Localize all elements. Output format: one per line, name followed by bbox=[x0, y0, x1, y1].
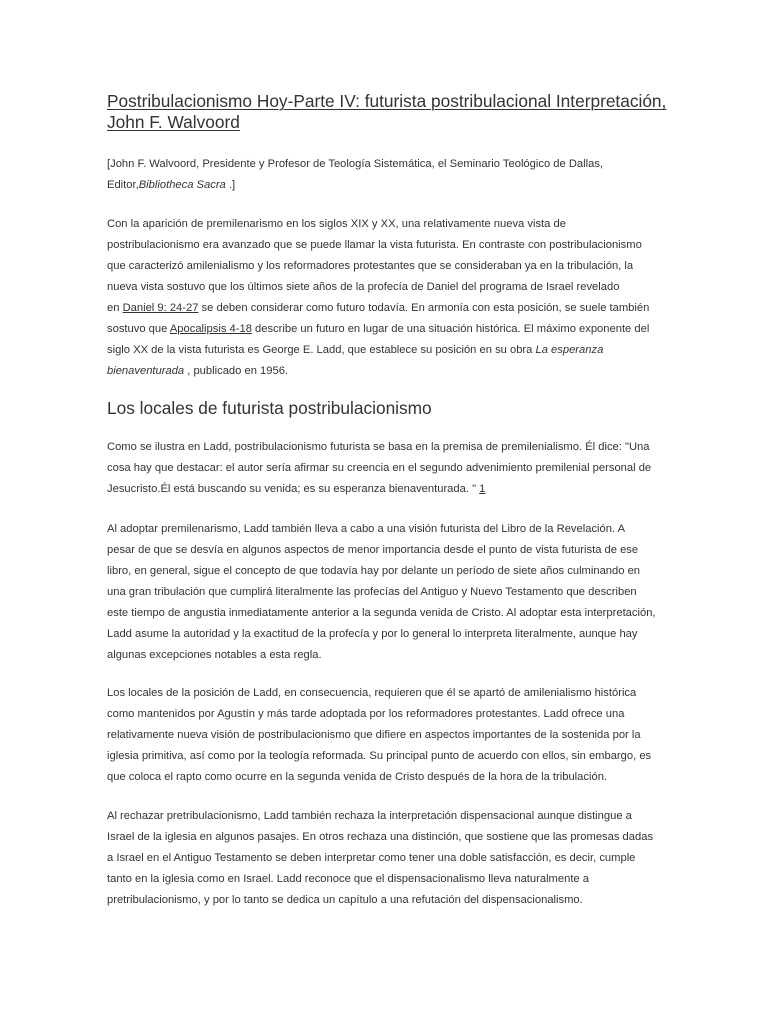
text-span: se deben considerar como futuro todavía. En armonía con esta posición, se suele también bbox=[198, 302, 650, 314]
byline-prefix: Editor, bbox=[107, 179, 139, 191]
text-line: tanto en la iglesia como en Israel. Ladd reconoce que el dispensacionalismo lleva naturalmente a bbox=[107, 873, 589, 885]
text-line: Con la aparición de premilenarismo en los siglos XIX y XX, una relativamente nueva vista de bbox=[107, 218, 566, 230]
text-line bbox=[107, 340, 649, 361]
text-line: Al adoptar premilenarismo, Ladd también lleva a cabo a una visión futurista del Libro de la Revelación. A bbox=[107, 523, 626, 535]
text-line: este tiempo de angustia inmediatamente anterior a la segunda venida de Cristo. Al adoptar esta interpretación, bbox=[107, 607, 656, 619]
text-line: relativamente nueva visión de postribulacionismo que difiere en aspectos importantes de la sostenida por la bbox=[107, 729, 641, 741]
book-title-part-1: La esperanza bbox=[535, 344, 604, 356]
text-line: algunas excepciones notables a esta regla. bbox=[107, 649, 322, 661]
text-line: libro, en general, sigue el concepto de que todavía hay por delante un período de siete años culminando en bbox=[107, 565, 641, 577]
text-line: que coloca el rapto como ocurre en la segunda venida de Cristo después de la hora de la tribulación. bbox=[107, 771, 608, 783]
byline-line-2 bbox=[107, 175, 603, 196]
text-span: sostuvo que bbox=[107, 323, 170, 335]
byline bbox=[107, 154, 603, 196]
text-line: a Israel en el Antiguo Testamento se deben interpretar como tener una doble satisfacción, es decir, cumple bbox=[107, 852, 636, 864]
text-line: iglesia primitiva, así como por la teología reformada. Su principal punto de acuerdo con ellos, sin embargo, es bbox=[107, 750, 652, 762]
text-line: Al rechazar pretribulacionismo, Ladd también rechaza la interpretación dispensacional aunque distingue a bbox=[107, 810, 632, 822]
book-title-part-2: bienaventurada bbox=[107, 365, 185, 377]
text-line: Ladd asume la autoridad y la exactitud de la profecía y por lo general lo interpreta literalmente, aunque hay bbox=[107, 628, 638, 640]
paragraph-premilenarismo bbox=[107, 519, 656, 666]
journal-name: Bibliotheca Sacra bbox=[138, 179, 226, 191]
footnote-link-1[interactable]: 1 bbox=[479, 483, 486, 495]
link-apocalipsis-4-18[interactable]: Apocalipsis 4-18 bbox=[169, 323, 252, 335]
text-span: , publicado en 1956. bbox=[184, 365, 289, 377]
text-line bbox=[107, 361, 649, 382]
title-line-2: John F. Walvoord bbox=[107, 112, 240, 132]
paragraph-pretribulacionismo bbox=[107, 806, 653, 911]
paragraph-ladd-quote bbox=[107, 437, 651, 500]
text-line: como mantenidos por Agustín y más tarde adoptada por los reformadores protestantes. Ladd ofrece una bbox=[107, 708, 625, 720]
title-line-1: Postribulacionismo Hoy-Parte IV: futurista postribulacional Interpretación, bbox=[107, 91, 667, 111]
text-line: que caracterizó amilenialismo y los reformadores protestantes que se consideraban ya en la tribulación, la bbox=[107, 260, 634, 272]
text-line: Los locales de la posición de Ladd, en consecuencia, requieren que él se apartó de amilenialismo histórica bbox=[107, 687, 637, 699]
text-span: describe un futuro en lugar de una situación histórica. El máximo exponente del bbox=[251, 323, 650, 335]
byline-line-1: [John F. Walvoord, Presidente y Profesor de Teología Sistemática, el Seminario Teológico de Dallas, bbox=[107, 158, 604, 170]
paragraph-locales bbox=[107, 683, 651, 788]
text-line: nueva vista sostuvo que los últimos siete años de la profecía de Daniel del programa de Israel revelado bbox=[107, 281, 620, 293]
text-line: pesar de que se desvía en algunos aspectos de menor importancia desde el punto de vista futurista de ese bbox=[107, 544, 639, 556]
section-heading: Los locales de futurista postribulacionismo bbox=[107, 398, 432, 418]
text-line bbox=[107, 319, 649, 340]
text-line bbox=[107, 298, 649, 319]
paragraph-intro bbox=[107, 214, 649, 382]
text-span: en bbox=[107, 302, 123, 314]
text-line: cosa hay que destacar: el autor sería afirmar su creencia en el segundo advenimiento premilenial personal de bbox=[107, 462, 652, 474]
text-line: Como se ilustra en Ladd, postribulacionismo futurista se basa en la premisa de premilenialismo. Él dice: "Una bbox=[107, 441, 650, 453]
document-title bbox=[107, 91, 687, 133]
byline-suffix: .] bbox=[225, 179, 236, 191]
text-span: Jesucristo.Él está buscando su venida; es su esperanza bienaventurada. " bbox=[107, 483, 480, 495]
text-span: siglo XX de la vista futurista es George E. Ladd, que establece su posición en su obra bbox=[107, 344, 536, 356]
text-line: pretribulacionismo, y por lo tanto se dedica un capítulo a una refutación del dispensacionalismo. bbox=[107, 894, 583, 906]
text-line: Israel de la iglesia en algunos pasajes. En otros rechaza una distinción, que sostiene que las promesas dadas bbox=[107, 831, 654, 843]
text-line bbox=[107, 479, 651, 500]
text-line: una gran tribulación que cumplirá literalmente las profecías del Antiguo y Nuevo Testamento que describen bbox=[107, 586, 637, 598]
link-daniel-9[interactable]: Daniel 9: 24-27 bbox=[122, 302, 199, 314]
text-line: postribulacionismo era avanzado que se puede llamar la vista futurista. En contraste con postribulacionismo bbox=[107, 239, 642, 251]
